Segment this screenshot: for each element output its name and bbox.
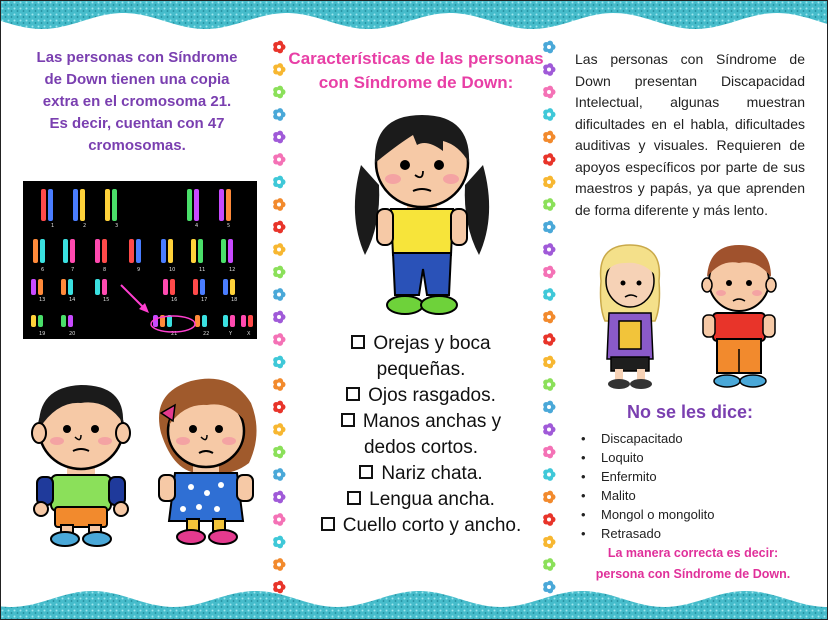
karyo-label: 21 — [171, 331, 178, 337]
chromosome — [136, 239, 141, 263]
flower-icon — [543, 401, 555, 414]
chromosome — [112, 189, 117, 221]
karyo-label: 5 — [227, 223, 231, 229]
karyo-label: 15 — [103, 297, 110, 303]
karyo-label: 9 — [137, 267, 141, 273]
characteristics-list — [301, 331, 541, 539]
flower-icon — [273, 513, 285, 526]
flower-icon — [543, 468, 555, 481]
chromosome — [153, 315, 158, 327]
checkbox-icon — [321, 517, 335, 531]
flower-icon — [273, 423, 285, 436]
characteristic-text: pequeñas. — [376, 359, 466, 380]
characteristic-item — [301, 513, 541, 539]
chromosome — [226, 189, 231, 221]
flower-icon — [543, 153, 555, 166]
karyo-label: 10 — [169, 267, 176, 273]
karyo-label: 11 — [199, 267, 206, 273]
characteristic-item-cont — [301, 435, 541, 461]
correct-line: La manera correcta es decir: — [607, 546, 779, 560]
chromosome — [223, 315, 228, 327]
karyotype-image — [23, 181, 257, 339]
flower-icon — [273, 243, 285, 256]
chromosome — [38, 279, 43, 295]
chromosome — [31, 279, 36, 295]
flower-icon — [273, 86, 285, 99]
flower-icon — [273, 63, 285, 76]
flower-icon — [273, 221, 285, 234]
chromosome — [73, 189, 78, 221]
chromosome — [40, 239, 45, 263]
list-item: • Discapacitado — [581, 429, 801, 448]
flower-icon — [273, 198, 285, 211]
flower-icon — [273, 41, 285, 54]
flower-icon — [543, 558, 555, 571]
flower-icon — [543, 198, 555, 211]
intro-line: Es decir, cuentan con 47 — [49, 115, 225, 132]
chromosome — [41, 189, 46, 221]
list-item: • Malito — [581, 486, 801, 505]
flower-icon — [273, 378, 285, 391]
chromosome — [80, 189, 85, 221]
title-line: Características de las personas — [288, 49, 544, 68]
chromosome — [219, 189, 224, 221]
chromosome — [102, 279, 107, 295]
chromosome — [195, 315, 200, 327]
flower-icon — [543, 131, 555, 144]
flower-icon — [543, 311, 555, 324]
characteristic-text: Manos anchas y — [362, 411, 502, 432]
chromosome — [194, 189, 199, 221]
karyo-label: 22 — [203, 331, 210, 337]
chromosome — [95, 239, 100, 263]
flower-icon — [543, 333, 555, 346]
chromosome — [129, 239, 134, 263]
flower-icon — [543, 266, 555, 279]
karyo-label: 17 — [201, 297, 208, 303]
chromosome — [163, 279, 168, 295]
chromosome — [193, 279, 198, 295]
chromosome — [241, 315, 246, 327]
karyo-label: 14 — [69, 297, 76, 303]
chromosome — [191, 239, 196, 263]
flower-icon — [273, 108, 285, 121]
karyo-label: 1 — [51, 223, 55, 229]
characteristic-text: Ojos rasgados. — [368, 385, 496, 406]
list-item: • Enfermito — [581, 467, 801, 486]
flower-divider-right — [541, 37, 557, 597]
no-se-les-dice-title: No se les dice: — [626, 402, 754, 422]
chromosome — [68, 279, 73, 295]
intro-line: Las personas con Síndrome — [36, 49, 238, 66]
karyo-label: 16 — [171, 297, 178, 303]
chromosome — [230, 279, 235, 295]
chromosome — [200, 279, 205, 295]
chromosome — [168, 239, 173, 263]
karyo-label: 3 — [115, 223, 119, 229]
glitter-wave-bottom-border — [1, 579, 828, 619]
glitter-wave-top-border — [1, 1, 828, 41]
flower-icon — [273, 266, 285, 279]
flower-icon — [543, 288, 555, 301]
flower-icon — [273, 288, 285, 301]
chromosome — [70, 239, 75, 263]
characteristic-text: Cuello corto y ancho. — [342, 515, 522, 536]
karyo-label: 13 — [39, 297, 46, 303]
blonde-girl-illustration — [595, 241, 665, 391]
flower-icon — [543, 491, 555, 504]
flower-icon — [543, 581, 555, 594]
characteristic-item — [301, 383, 541, 409]
karyo-label: Y — [229, 331, 233, 337]
checkbox-icon — [347, 491, 361, 505]
flower-icon — [543, 513, 555, 526]
chromosome — [33, 239, 38, 263]
intro-line: cromosomas. — [88, 137, 186, 154]
flower-icon — [543, 356, 555, 369]
chromosome — [161, 239, 166, 263]
brown-hair-boy-illustration — [697, 241, 781, 391]
characteristics-title — [285, 47, 547, 95]
karyo-label: 12 — [229, 267, 236, 273]
chromosome — [105, 189, 110, 221]
no-se-les-dice-list — [581, 429, 801, 543]
flower-icon — [543, 423, 555, 436]
flower-icon — [273, 356, 285, 369]
boy-illustration — [27, 377, 135, 547]
column3-paragraph: Las personas con Síndrome de Down presentan Discapacidad Intelectual, algunas muestran dificultades en el habla, dificultades auditivas y visuales. Requieren de apoyos específicos por parte de sus maestros y papás, ya que aprenden de forma diferente y más lento. — [575, 51, 805, 218]
flower-icon — [273, 581, 285, 594]
characteristic-item — [301, 487, 541, 513]
chromosome — [95, 279, 100, 295]
characteristic-item-cont — [301, 357, 541, 383]
karyo-label: 8 — [103, 267, 107, 273]
chromosome — [230, 315, 235, 327]
chromosome — [223, 279, 228, 295]
chromosome — [248, 315, 253, 327]
list-item: • Retrasado — [581, 524, 801, 543]
flower-icon — [273, 536, 285, 549]
chromosome — [198, 239, 203, 263]
chromosome — [68, 315, 73, 327]
karyo-label: 2 — [83, 223, 87, 229]
checkbox-icon — [351, 335, 365, 349]
chromosome — [31, 315, 36, 327]
chromosome — [63, 239, 68, 263]
flower-icon — [273, 558, 285, 571]
checkbox-icon — [346, 387, 360, 401]
flower-divider-left — [271, 37, 287, 597]
karyo-label: 6 — [41, 267, 45, 273]
characteristic-text: Orejas y boca — [373, 333, 491, 354]
checkbox-icon — [341, 413, 355, 427]
characteristic-text: Nariz chata. — [381, 463, 483, 484]
flower-icon — [543, 536, 555, 549]
flower-icon — [543, 243, 555, 256]
flower-icon — [543, 108, 555, 121]
flower-icon — [273, 446, 285, 459]
characteristic-item — [301, 409, 541, 435]
intro-line: extra en el cromosoma 21. — [42, 93, 232, 110]
flower-icon — [273, 176, 285, 189]
chromosome — [221, 239, 226, 263]
list-item: • Loquito — [581, 448, 801, 467]
flower-icon — [273, 153, 285, 166]
column1-intro — [19, 47, 255, 157]
karyo-label: X — [247, 331, 251, 337]
intro-line: de Down tienen una copia — [44, 71, 230, 88]
flower-icon — [273, 311, 285, 324]
flower-icon — [273, 401, 285, 414]
chromosome — [187, 189, 192, 221]
chromosome — [202, 315, 207, 327]
chromosome — [38, 315, 43, 327]
chromosome — [102, 239, 107, 263]
flower-icon — [273, 333, 285, 346]
girl-illustration — [151, 373, 261, 549]
karyo-label: 18 — [231, 297, 238, 303]
flower-icon — [543, 446, 555, 459]
title-line: con Síndrome de Down: — [318, 73, 514, 92]
flower-icon — [543, 176, 555, 189]
chromosome — [48, 189, 53, 221]
flower-icon — [543, 221, 555, 234]
checkbox-icon — [359, 465, 373, 479]
flower-icon — [273, 491, 285, 504]
karyo-label: 7 — [71, 267, 75, 273]
karyo-label: 4 — [195, 223, 199, 229]
flower-icon — [273, 468, 285, 481]
karyo-label: 20 — [69, 331, 76, 337]
characteristic-text: Lengua ancha. — [369, 489, 495, 510]
chromosome — [61, 315, 66, 327]
correct-term-note — [575, 543, 811, 585]
chromosome — [61, 279, 66, 295]
girl-pigtails-illustration — [347, 105, 497, 319]
karyo-label: 19 — [39, 331, 46, 337]
flower-icon — [273, 131, 285, 144]
characteristic-item — [301, 331, 541, 357]
flower-icon — [543, 378, 555, 391]
correct-line: persona con Síndrome de Down. — [595, 567, 791, 581]
characteristic-item — [301, 461, 541, 487]
chromosome — [228, 239, 233, 263]
chromosome — [170, 279, 175, 295]
list-item: • Mongol o mongolito — [581, 505, 801, 524]
characteristic-text: dedos cortos. — [363, 437, 479, 458]
